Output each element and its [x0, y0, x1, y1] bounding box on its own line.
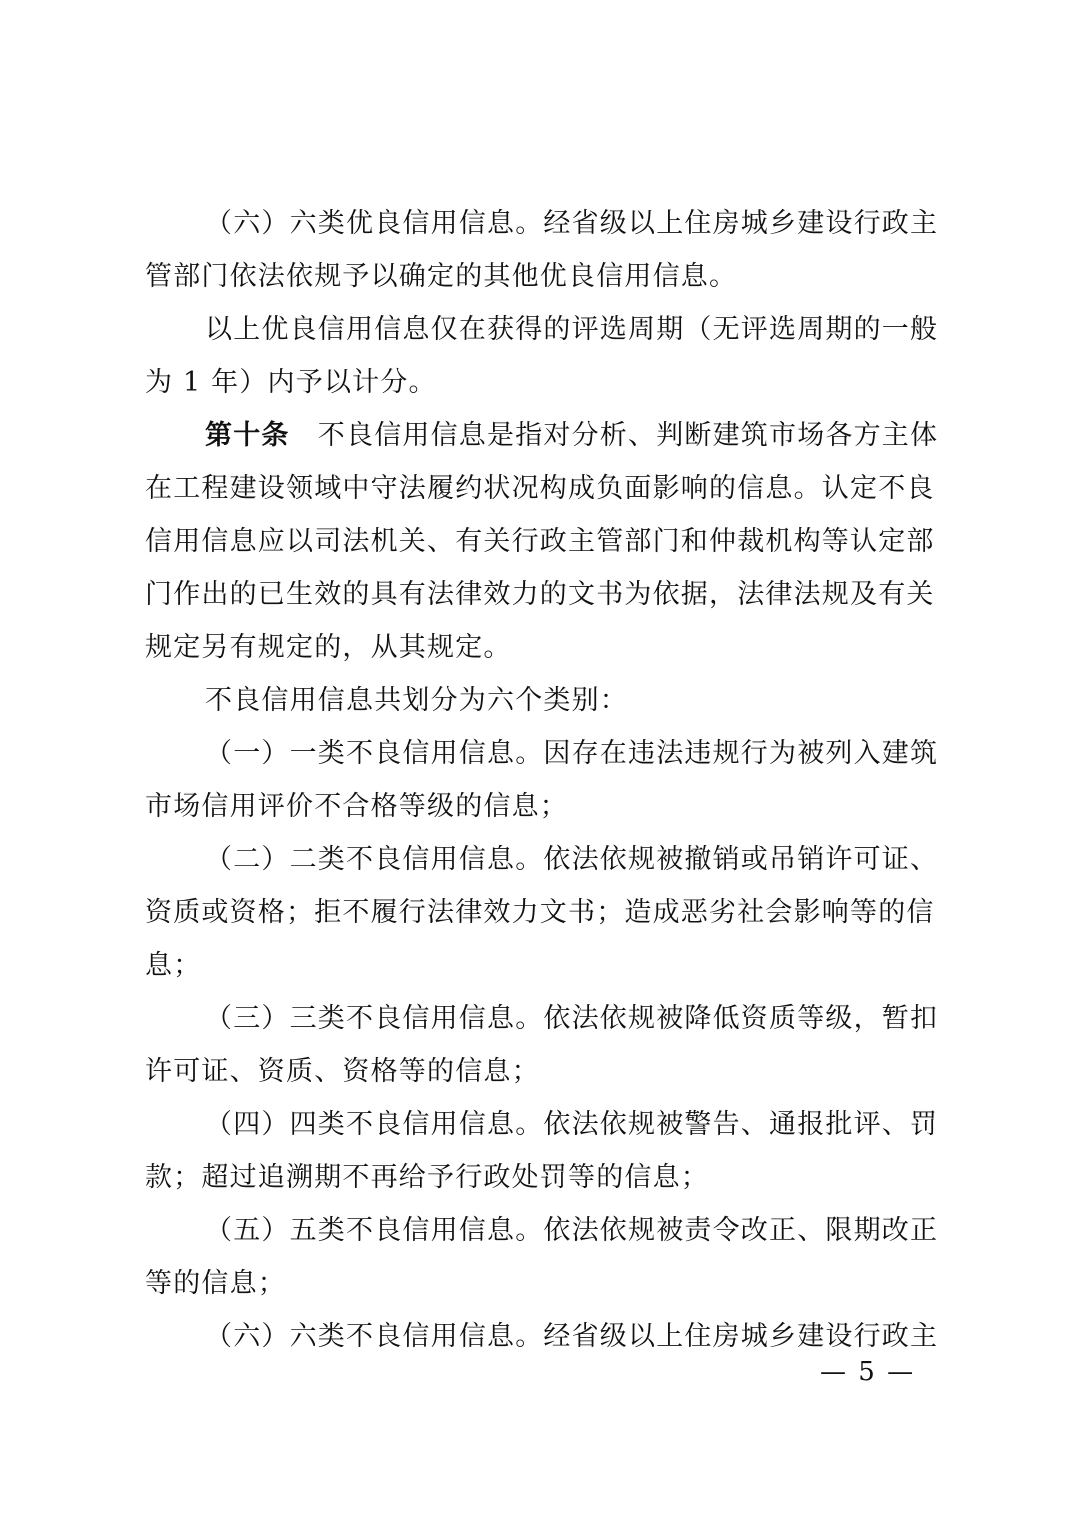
paragraph	[145, 197, 945, 303]
document-body	[145, 197, 945, 1363]
text-line: （五）五类不良信用信息。依法依规被责令改正、限期改正	[205, 1215, 939, 1246]
text-line: 以上优良信用信息仅在获得的评选周期（无评选周期的一般	[205, 314, 939, 345]
paragraph	[145, 1098, 945, 1204]
text-line	[145, 409, 945, 462]
text-line: 息；	[145, 950, 202, 981]
text-line: 资质或资格；拒不履行法律效力文书；造成恶劣社会影响等的信	[145, 897, 935, 928]
paragraph	[145, 1310, 945, 1363]
text-line: 规定另有规定的，从其规定。	[145, 632, 512, 663]
text-line: 管部门依法依规予以确定的其他优良信用信息。	[145, 261, 738, 292]
paragraph	[145, 674, 945, 727]
text-line: 在工程建设领域中守法履约状况构成负面影响的信息。认定不良	[145, 473, 935, 504]
text-line: （四）四类不良信用信息。依法依规被警告、通报批评、罚	[205, 1109, 939, 1140]
text-line: 信用信息应以司法机关、有关行政主管部门和仲裁机构等认定部	[145, 526, 935, 557]
text-line: （二）二类不良信用信息。依法依规被撤销或吊销许可证、	[205, 844, 939, 875]
paragraph	[145, 833, 945, 992]
article-paragraph	[145, 409, 945, 674]
paragraph	[145, 992, 945, 1098]
paragraph	[145, 1204, 945, 1310]
article-heading: 第十条	[205, 420, 290, 451]
text-line: 市场信用评价不合格等级的信息；	[145, 791, 568, 822]
text-line: （三）三类不良信用信息。依法依规被降低资质等级，暂扣	[205, 1003, 939, 1034]
paragraph	[145, 303, 945, 409]
page-number: — 5 —	[820, 1357, 916, 1387]
text-line: 门作出的已生效的具有法律效力的文书为依据，法律法规及有关	[145, 579, 935, 610]
text-line: （六）六类优良信用信息。经省级以上住房城乡建设行政主	[205, 208, 939, 239]
text-line: 款；超过追溯期不再给予行政处罚等的信息；	[145, 1162, 709, 1193]
text-line: （六）六类不良信用信息。经省级以上住房城乡建设行政主	[205, 1321, 939, 1352]
text-line: 等的信息；	[145, 1268, 286, 1299]
text-line: 许可证、资质、资格等的信息；	[145, 1056, 540, 1087]
text-run: 不良信用信息是指对分析、判断建筑市场各方主体	[289, 420, 939, 451]
text-line: 不良信用信息共划分为六个类别：	[205, 685, 628, 716]
text-line: （一）一类不良信用信息。因存在违法违规行为被列入建筑	[205, 738, 939, 769]
paragraph	[145, 727, 945, 833]
text-line: 为 1 年）内予以计分。	[145, 367, 437, 398]
